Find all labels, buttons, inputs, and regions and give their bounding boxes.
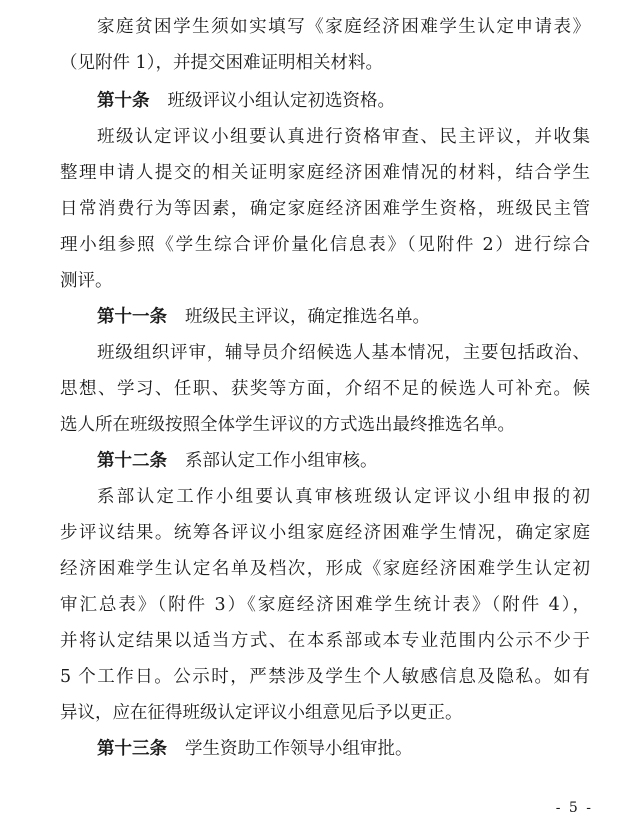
line-text: 经济困难学生认定名单及档次，形成《家庭经济困难学生认定初 — [60, 559, 590, 579]
paragraph-line — [60, 191, 590, 227]
paragraph-line — [97, 335, 590, 371]
line-text: 测评。 — [60, 271, 113, 291]
article-title: 系部认定工作小组审核。 — [185, 451, 378, 471]
paragraph-line — [60, 407, 590, 443]
paragraph-line — [60, 155, 590, 191]
paragraph-line — [60, 263, 590, 299]
paragraph-line — [60, 623, 590, 659]
page-number: - 5 - — [555, 800, 593, 816]
line-text: 班级组织评审，辅导员介绍候选人基本情况，主要包括政治、 — [97, 343, 590, 363]
line-text: 整理申请人提交的相关证明家庭经济困难情况的材料，结合学生 — [60, 163, 590, 183]
line-text: 思想、学习、任职、获奖等方面，介绍不足的候选人可补充。候 — [60, 379, 590, 399]
paragraph-line — [60, 695, 590, 731]
paragraph-line — [60, 515, 590, 551]
article-title: 班级民主评议，确定推选名单。 — [185, 307, 430, 327]
paragraph-line — [97, 479, 590, 515]
article-number: 第十二条 — [97, 451, 167, 471]
line-text: 并将认定结果以适当方式、在本系部或本专业范围内公示不少于 — [60, 631, 590, 651]
paragraph-line — [97, 119, 590, 155]
paragraph-line — [60, 659, 590, 695]
article-number: 第十三条 — [97, 739, 167, 759]
article-heading-line — [97, 443, 590, 479]
line-text: 选人所在班级按照全体学生评议的方式选出最终推选名单。 — [60, 415, 515, 435]
article-heading-line — [97, 731, 590, 767]
line-text: 审汇总表》（附件 3）《家庭经济困难学生统计表》（附件 4）， — [60, 595, 590, 615]
article-heading-line — [97, 299, 590, 335]
paragraph-line — [60, 227, 590, 263]
paragraph-line — [97, 9, 590, 45]
line-text: 理小组参照《学生综合评价量化信息表》（见附件 2）进行综合 — [60, 235, 590, 255]
line-text: 日常消费行为等因素，确定家庭经济困难学生资格，班级民主管 — [60, 199, 590, 219]
line-text: （见附件 1），并提交困难证明相关材料。 — [60, 53, 383, 73]
article-title: 班级评议小组认定初选资格。 — [167, 91, 395, 111]
line-text: 步评议结果。统筹各评议小组家庭经济困难学生情况，确定家庭 — [60, 523, 590, 543]
article-number: 第十条 — [97, 91, 150, 111]
line-text: 异议，应在征得班级认定评议小组意见后予以更正。 — [60, 703, 463, 723]
line-text: 系部认定工作小组要认真审核班级认定评议小组申报的初 — [97, 487, 590, 507]
paragraph-line — [60, 551, 590, 587]
article-title: 学生资助工作领导小组审批。 — [185, 739, 413, 759]
line-text: 5 个工作日。公示时，严禁涉及学生个人敏感信息及隐私。如有 — [60, 667, 590, 687]
paragraph-line — [60, 45, 590, 81]
article-heading-line — [97, 83, 590, 119]
paragraph-line — [60, 587, 590, 623]
paragraph-line — [60, 371, 590, 407]
line-text: 家庭贫困学生须如实填写《家庭经济困难学生认定申请表》 — [97, 17, 590, 37]
line-text: 班级认定评议小组要认真进行资格审查、民主评议，并收集 — [97, 127, 590, 147]
article-number: 第十一条 — [97, 307, 167, 327]
